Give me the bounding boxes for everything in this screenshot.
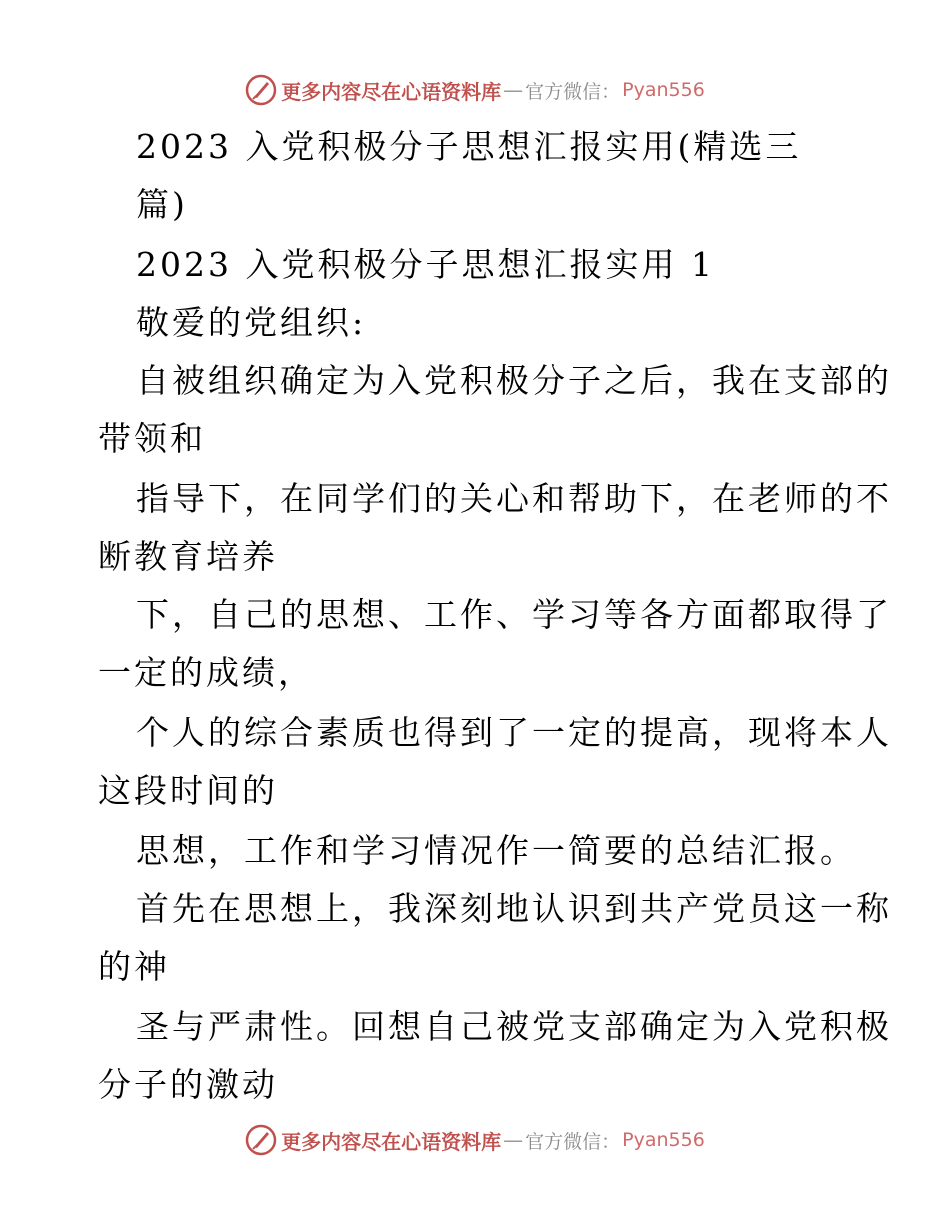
- title-line-1: 2023 入党积极分子思想汇报实用(精选三: [136, 127, 802, 166]
- feather-pen-logo-icon: [245, 1124, 277, 1156]
- paragraph-line: 个人的综合素质也得到了一定的提高，现将本人: [136, 713, 892, 752]
- wechat-id: Pyan556: [622, 79, 705, 101]
- banner-dash: —: [503, 78, 524, 102]
- header-banner: [0, 70, 950, 110]
- paragraph-line: 这段时间的: [98, 771, 278, 810]
- paragraph-line: 断教育培养: [98, 537, 278, 576]
- section-heading: 2023 入党积极分子思想汇报实用 1: [136, 245, 715, 284]
- title-line-2: 篇): [136, 185, 188, 224]
- feather-pen-logo-icon: [245, 74, 277, 106]
- paragraph-line: 自被组织确定为入党积极分子之后，我在支部的: [136, 361, 892, 400]
- footer-banner: [0, 1120, 950, 1160]
- wechat-label: 官方微信：: [525, 80, 621, 103]
- paragraph-line: 指导下，在同学们的关心和帮助下，在老师的不: [136, 479, 892, 518]
- paragraph-line: 下，自己的思想、工作、学习等各方面都取得了: [136, 595, 892, 634]
- wechat-id: Pyan556: [622, 1129, 705, 1151]
- salutation: 敬爱的党组织:: [136, 303, 367, 342]
- wechat-label: 官方微信：: [525, 1130, 621, 1153]
- paragraph-line: 首先在思想上，我深刻地认识到共产党员这一称: [136, 889, 892, 928]
- paragraph-line: 圣与严肃性。回想自己被党支部确定为入党积极: [136, 1007, 892, 1046]
- site-name: 更多内容尽在心语资料库: [281, 1129, 502, 1154]
- site-name: 更多内容尽在心语资料库: [281, 79, 502, 104]
- paragraph-line: 带领和: [98, 419, 206, 458]
- paragraph-line: 分子的激动: [98, 1065, 278, 1104]
- paragraph-line: 的神: [98, 947, 170, 986]
- paragraph-line: 一定的成绩，: [98, 653, 314, 692]
- banner-dash: —: [503, 1128, 524, 1152]
- paragraph-line: 思想，工作和学习情况作一简要的总结汇报。: [136, 831, 856, 870]
